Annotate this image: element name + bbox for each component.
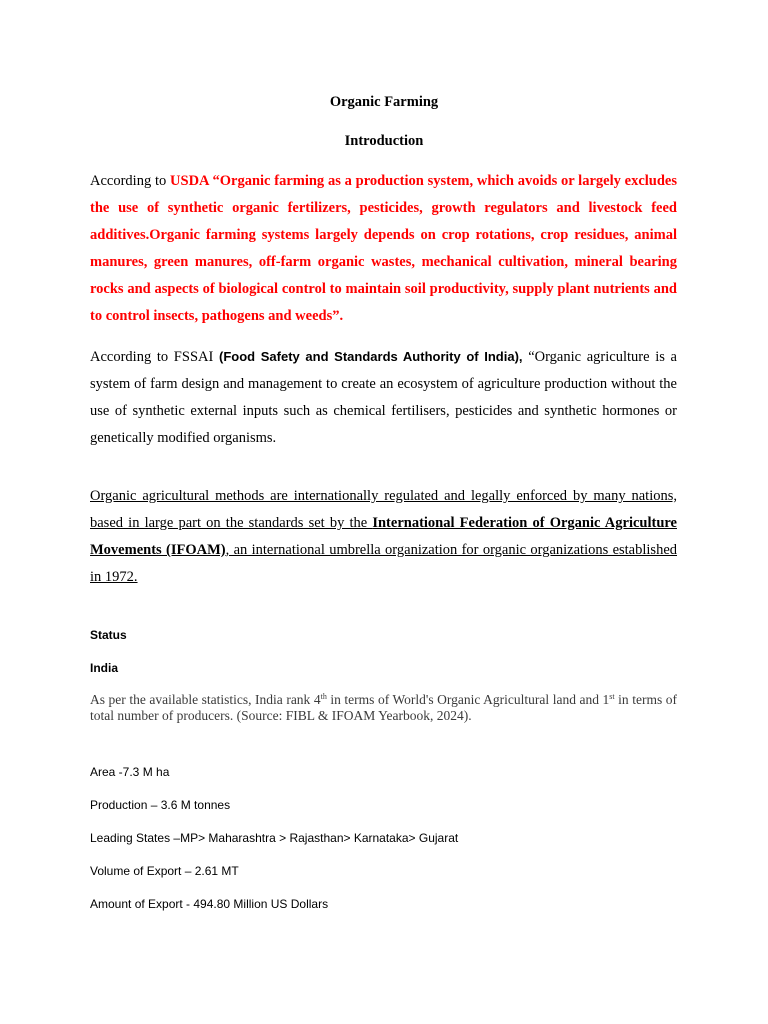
ifoam-organization-name: International Federation of Organic Agriculture Movements (IFOAM) bbox=[90, 515, 677, 558]
fssai-definition-paragraph bbox=[90, 343, 677, 452]
usda-definition-paragraph bbox=[90, 168, 677, 330]
india-statistics-paragraph bbox=[90, 692, 677, 724]
stat-area: Area -7.3 M ha bbox=[90, 765, 170, 779]
stats-text-part1: As per the available statistics, India rank 4 bbox=[90, 692, 321, 707]
document-title: Organic Farming bbox=[329, 94, 439, 110]
fssai-organization-name: (Food Safety and Standards Authority of India), bbox=[218, 349, 523, 364]
usda-definition-quote: USDA “Organic farming as a production system, which avoids or largely excludes the use of synthetic organic fertilizers, pesticides, growth regulators and livestock feed additives.Organic farming systems largely depends on crop rotations, crop residues, animal manures, green manures, off-farm organic wastes, mechanical cultivation, mineral bearing rocks and aspects of biological control to maintain soil productivity, supply plant nutrients and to control insects, pathogens and weeds”. bbox=[90, 173, 677, 324]
stats-superscript-st: st bbox=[609, 692, 615, 701]
ifoam-paragraph bbox=[90, 483, 677, 591]
stat-leading-states: Leading States –MP> Maharashtra > Rajasthan> Karnataka> Gujarat bbox=[90, 831, 459, 845]
usda-lead-text: According to bbox=[90, 173, 171, 189]
stats-text-part3: in terms of total number of producers. (Source: FIBL & IFOAM Yearbook, 2024). bbox=[90, 692, 677, 723]
stats-superscript-th: th bbox=[320, 692, 327, 701]
stats-text-part2: in terms of World's Organic Agricultural land and 1 bbox=[326, 692, 610, 707]
stat-export-volume: Volume of Export – 2.61 MT bbox=[90, 864, 239, 878]
stat-export-amount: Amount of Export - 494.80 Million US Dollars bbox=[90, 897, 329, 911]
india-heading: India bbox=[90, 661, 119, 675]
section-heading-introduction: Introduction bbox=[344, 133, 424, 149]
ifoam-text-part2: , an international umbrella organization for organic organizations established in 1972. bbox=[90, 542, 678, 585]
fssai-definition-text: “Organic agriculture is a system of farm design and management to create an ecosystem of agriculture production without the use of synthetic external inputs such as chemical fertilisers, pesticides and synthetic hormones or genetically modified organisms. bbox=[90, 349, 677, 446]
fssai-lead-text: According to FSSAI bbox=[90, 349, 219, 365]
ifoam-text-part1: Organic agricultural methods are internationally regulated and legally enforced by many nations, based in large part on the standards set by the bbox=[90, 488, 677, 531]
status-heading: Status bbox=[90, 628, 127, 642]
stat-production: Production – 3.6 M tonnes bbox=[90, 798, 231, 812]
